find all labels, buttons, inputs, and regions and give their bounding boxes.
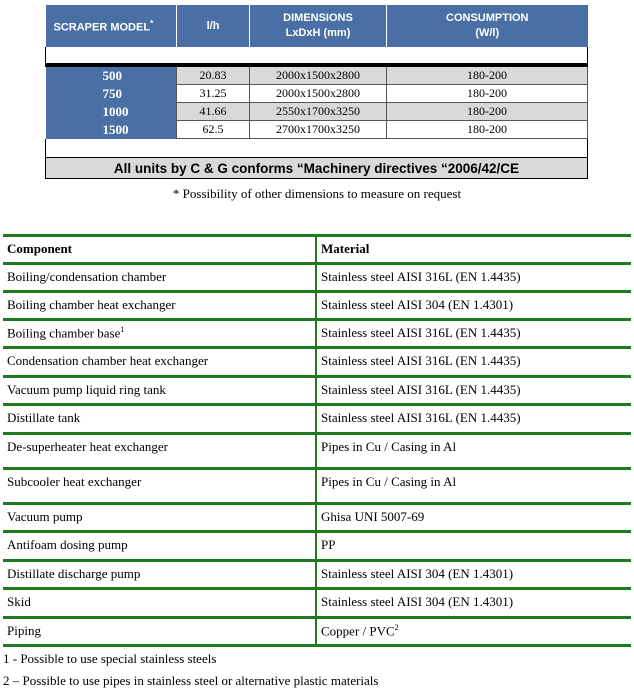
scraper-model-table xyxy=(45,5,588,179)
material-cell: Pipes in Cu / Casing in Al xyxy=(316,434,631,469)
model-cell: 750 xyxy=(46,85,177,103)
consumption-cell: 180-200 xyxy=(387,85,588,103)
component-cell: Vacuum pump xyxy=(3,504,316,532)
flow-cell: 31.25 xyxy=(177,85,250,103)
table-row xyxy=(46,85,588,103)
table-row xyxy=(3,504,631,532)
consumption-cell: 180-200 xyxy=(387,65,588,85)
table-row xyxy=(3,348,631,377)
material-cell: Copper / PVC$^2$ xyxy=(316,618,631,646)
table-row xyxy=(3,532,631,561)
table-row xyxy=(3,292,631,320)
material-cell: Stainless steel AISI 304 (EN 1.4301) xyxy=(316,589,631,618)
component-cell: Vacuum pump liquid ring tank xyxy=(3,377,316,405)
header-flow: l/h xyxy=(177,5,250,47)
footnote-mark: 1 xyxy=(120,325,125,334)
material-cell: Stainless steel AISI 304 (EN 1.4301) xyxy=(316,561,631,589)
table-row xyxy=(46,103,588,121)
table-row xyxy=(3,405,631,434)
conformity-statement: All units by C & G conforms “Machinery directives “2006/42/CE xyxy=(46,158,588,179)
model-cell: 1000 xyxy=(46,103,177,121)
flow-cell: 62.5 xyxy=(177,121,250,139)
table-row xyxy=(3,320,631,348)
material-cell: Stainless steel AISI 316L (EN 1.4435) xyxy=(316,377,631,405)
header-material: Material xyxy=(316,236,631,264)
material-cell: Stainless steel AISI 316L (EN 1.4435) xyxy=(316,264,631,292)
table-row xyxy=(3,561,631,589)
header-component: Component xyxy=(3,236,316,264)
component-cell: Antifoam dosing pump xyxy=(3,532,316,561)
scraper-header-row xyxy=(46,5,588,47)
dimensions-cell: 2700x1700x3250 xyxy=(250,121,387,139)
component-cell: Distillate tank xyxy=(3,405,316,434)
material-header-row xyxy=(3,236,631,264)
component-cell: Skid xyxy=(3,589,316,618)
flow-cell: 41.66 xyxy=(177,103,250,121)
flow-cell: 20.83 xyxy=(177,65,250,85)
model-cell: 500 xyxy=(46,65,177,85)
table-row xyxy=(3,589,631,618)
material-table xyxy=(3,234,631,647)
scraper-spacer-row xyxy=(46,47,588,65)
component-cell: Boiling chamber base$^1$ xyxy=(3,320,316,348)
material-cell: PP xyxy=(316,532,631,561)
component-cell: Subcooler heat exchanger xyxy=(3,469,316,504)
component-cell: Boiling chamber heat exchanger xyxy=(3,292,316,320)
footnote-1: 1 - Possible to use special stainless steels xyxy=(3,651,217,666)
material-cell: Stainless steel AISI 316L (EN 1.4435) xyxy=(316,320,631,348)
material-cell: Stainless steel AISI 316L (EN 1.4435) xyxy=(316,405,631,434)
consumption-cell: 180-200 xyxy=(387,103,588,121)
component-cell: Condensation chamber heat exchanger xyxy=(3,348,316,377)
table-row xyxy=(3,434,631,469)
dimensions-note: * Possibility of other dimensions to measure on request xyxy=(172,186,462,201)
material-cell: Ghisa UNI 5007-69 xyxy=(316,504,631,532)
component-cell: De-superheater heat exchanger xyxy=(3,434,316,469)
header-consumption: CONSUMPTION (W/l) xyxy=(387,5,588,47)
component-cell: Distillate discharge pump xyxy=(3,561,316,589)
table-row xyxy=(3,469,631,504)
footnote-2: 2 – Possible to use pipes in stainless steel or alternative plastic materials xyxy=(3,673,379,688)
dimensions-cell: 2550x1700x3250 xyxy=(250,103,387,121)
material-cell: Stainless steel AISI 316L (EN 1.4435) xyxy=(316,348,631,377)
material-cell: Stainless steel AISI 304 (EN 1.4301) xyxy=(316,292,631,320)
component-cell: Piping xyxy=(3,618,316,646)
table-row xyxy=(3,264,631,292)
model-cell: 1500 xyxy=(46,121,177,139)
header-model-mark: * xyxy=(150,19,154,29)
table-row xyxy=(3,618,631,646)
dimensions-cell: 2000x1500x2800 xyxy=(250,85,387,103)
consumption-cell: 180-200 xyxy=(387,121,588,139)
table-row xyxy=(46,65,588,85)
conformity-row xyxy=(46,158,588,179)
header-dimensions: DIMENSIONS LxDxH (mm) xyxy=(250,5,387,47)
footnote-mark: 2 xyxy=(394,623,399,632)
material-cell: Pipes in Cu / Casing in Al xyxy=(316,469,631,504)
header-scraper-model: SCRAPER MODEL* xyxy=(46,5,177,47)
table-row xyxy=(3,377,631,405)
scraper-gap-row xyxy=(46,139,588,158)
table-row xyxy=(46,121,588,139)
component-cell: Boiling/condensation chamber xyxy=(3,264,316,292)
dimensions-cell: 2000x1500x2800 xyxy=(250,65,387,85)
